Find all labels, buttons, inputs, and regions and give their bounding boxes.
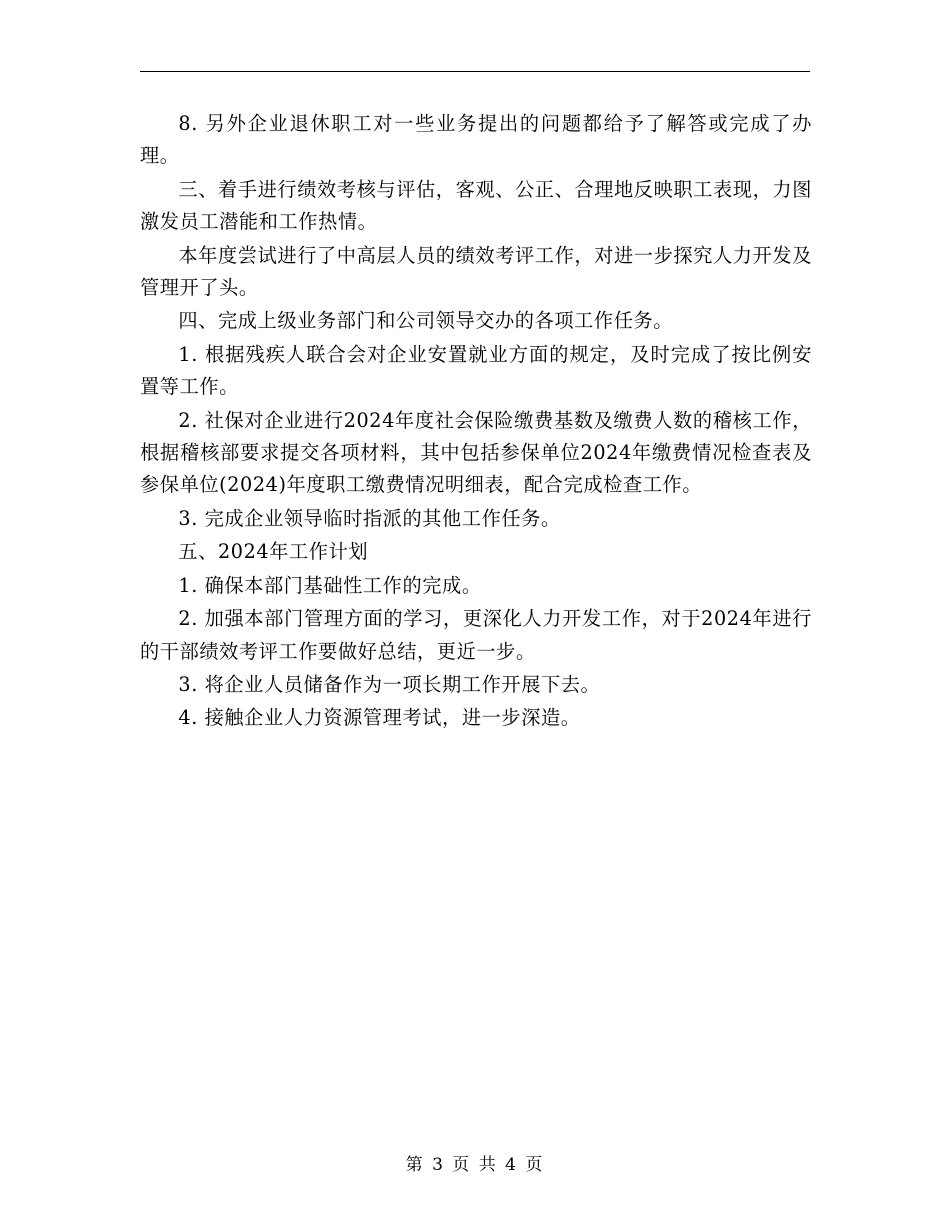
paragraph-6: 2. 社保对企业进行2024年度社会保险缴费基数及缴费人数的稽核工作，根据稽核部要求提交各项材料，其中包括参保单位2024年缴费情况检查表及参保单位(2024)年度职工缴费情况明细表，配合完成检查工作。: [140, 408, 812, 497]
paragraph-5: 1. 根据残疾人联合会对企业安置就业方面的规定，及时完成了按比例安置等工作。: [140, 342, 812, 399]
paragraph-7: 3. 完成企业领导临时指派的其他工作任务。: [178, 506, 561, 530]
paragraph-10: 2. 加强本部门管理方面的学习，更深化人力开发工作，对于2024年进行的干部绩效考评工作要做好总结，更近一步。: [140, 607, 812, 663]
paragraph-9: 1. 确保本部门基础性工作的完成。: [178, 573, 482, 597]
page-number: 第 3 页 共 4 页: [405, 1155, 545, 1175]
paragraph-2: 三、着手进行绩效考核与评估，客观、公正、合理地反映职工表现，力图激发员工潜能和工作热情。: [140, 177, 812, 234]
paragraph-8: 五、2024年工作计划: [178, 540, 369, 564]
document-body: [140, 108, 812, 736]
paragraph-1: 8. 另外企业退休职工对一些业务提出的问题都给予了解答或完成了办理。: [140, 112, 812, 168]
paragraph-4: 四、完成上级业务部门和公司领导交办的各项工作任务。: [178, 309, 674, 333]
paragraph-11: 3. 将企业人员储备作为一项长期工作开展下去。: [178, 672, 601, 696]
header-rule: [140, 71, 810, 72]
paragraph-3: 本年度尝试进行了中高层人员的绩效考评工作，对进一步探究人力开发及管理开了头。: [140, 243, 812, 300]
paragraph-12: 4. 接触企业人力资源管理考试，进一步深造。: [178, 706, 581, 730]
